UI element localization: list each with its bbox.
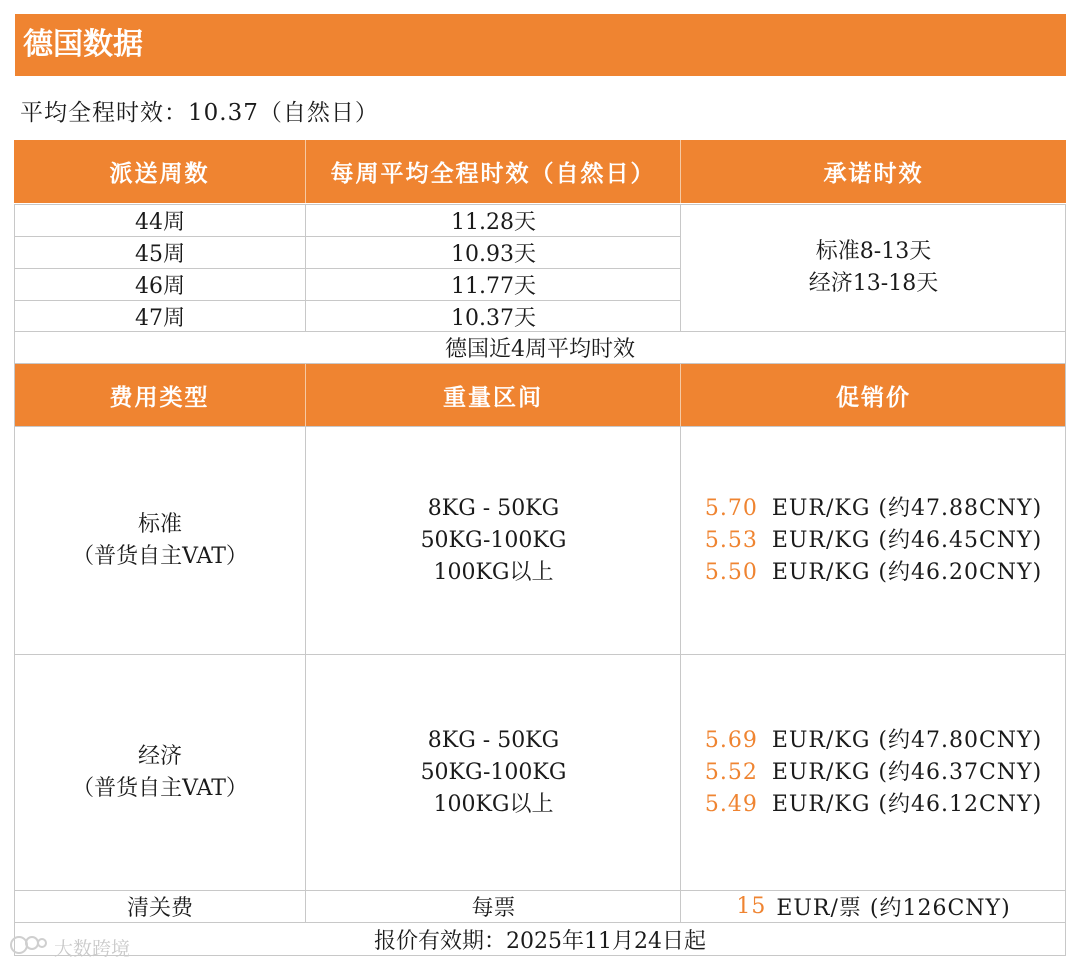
weight-range-economy xyxy=(306,655,681,890)
price-line xyxy=(705,725,1042,757)
weekly-average-cell: 11.77天 xyxy=(451,274,536,299)
watermark-logo-icon xyxy=(10,934,48,961)
fee-type-label: 标准 xyxy=(137,511,182,537)
price-unit: EUR/KG (约47.80CNY) xyxy=(771,727,1043,753)
week-cell: 45周 xyxy=(135,242,185,267)
price-line xyxy=(705,525,1042,557)
weekly-average-cell: 11.28天 xyxy=(451,210,536,235)
price-line xyxy=(705,493,1042,525)
weight-range-standard xyxy=(306,427,681,654)
weight-range: 50KG-100KG xyxy=(420,527,567,553)
promised-time-cell xyxy=(681,205,1066,331)
weekly-average-cell: 10.37天 xyxy=(451,306,536,331)
page-title: 德国数据 xyxy=(15,14,1066,76)
clearance-price-value: 15 xyxy=(736,894,767,919)
promise-standard: 标准8-13天 xyxy=(815,239,932,264)
header-delivery-week: 派送周数 xyxy=(14,140,306,203)
week-cell: 47周 xyxy=(135,306,185,331)
price-unit: EUR/KG (约46.20CNY) xyxy=(771,559,1043,585)
weight-range: 8KG - 50KG xyxy=(427,727,560,753)
clearance-price xyxy=(681,891,1066,922)
header-weight-range: 重量区间 xyxy=(306,364,681,426)
price-unit: EUR/KG (约47.88CNY) xyxy=(771,495,1043,521)
weekly-average-cell: 10.93天 xyxy=(451,242,536,267)
promise-economy: 经济13-18天 xyxy=(808,271,939,296)
weight-range: 100KG以上 xyxy=(433,791,554,817)
table-footer: 德国近4周平均时效 xyxy=(445,337,635,362)
price-economy xyxy=(681,655,1066,890)
price-value: 5.53 xyxy=(704,527,758,553)
fee-type-economy xyxy=(14,655,306,890)
price-unit: EUR/KG (约46.45CNY) xyxy=(771,527,1043,553)
week-cell: 44周 xyxy=(135,210,185,235)
header-promised-time: 承诺时效 xyxy=(681,140,1066,203)
price-value: 5.69 xyxy=(704,727,758,753)
average-time-summary: 平均全程时效：10.37（自然日） xyxy=(20,100,379,126)
fee-type-note: （普货自主VAT） xyxy=(72,543,248,569)
weight-range: 50KG-100KG xyxy=(420,759,567,785)
header-fee-type: 费用类型 xyxy=(14,364,306,426)
clearance-price-unit: EUR/票 (约126CNY) xyxy=(776,896,1011,921)
watermark-text: 大数跨境 xyxy=(54,938,131,960)
clearance-unit: 每票 xyxy=(471,896,516,921)
price-line xyxy=(705,557,1042,589)
fee-type-note: （普货自主VAT） xyxy=(72,775,248,801)
price-value: 5.49 xyxy=(704,791,758,817)
price-value: 5.70 xyxy=(704,495,758,521)
clearance-label: 清关费 xyxy=(126,896,193,921)
weight-range: 8KG - 50KG xyxy=(427,495,560,521)
price-line xyxy=(705,789,1042,821)
week-cell: 46周 xyxy=(135,274,185,299)
price-value: 5.50 xyxy=(704,559,758,585)
price-unit: EUR/KG (约46.12CNY) xyxy=(771,791,1043,817)
price-unit: EUR/KG (约46.37CNY) xyxy=(771,759,1043,785)
price-line xyxy=(705,757,1042,789)
weight-range: 100KG以上 xyxy=(433,559,554,585)
price-standard xyxy=(681,427,1066,654)
header-weekly-average: 每周平均全程时效（自然日） xyxy=(306,140,681,203)
price-value: 5.52 xyxy=(704,759,758,785)
validity-note: 报价有效期：2025年11月24日起 xyxy=(374,928,706,954)
header-promo-price: 促销价 xyxy=(681,364,1066,426)
fee-type-label: 经济 xyxy=(137,743,182,769)
watermark xyxy=(10,934,130,961)
fee-type-standard xyxy=(14,427,306,654)
